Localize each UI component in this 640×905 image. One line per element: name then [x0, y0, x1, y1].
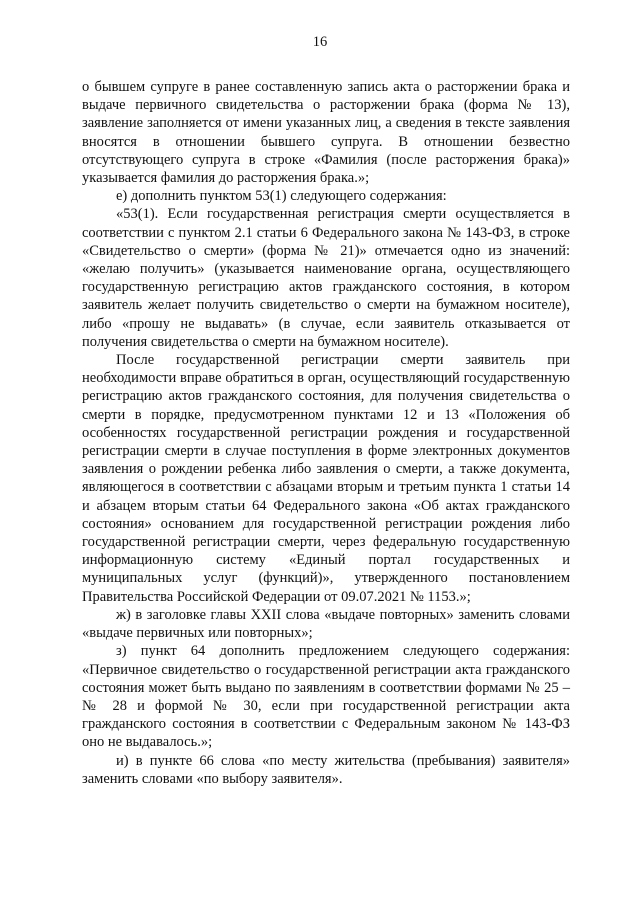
paragraph-item-z: з) пункт 64 дополнить предложением следующего содержания: «Первичное свидетельство о государственной регистрации акта гражданского состояния может быть выдано по заявлениям в соответствии формами № 25 – № 28 и формой № 30, если при государственной регистрации акта гражданского состояния в соответствии с Федеральным законом № 143-ФЗ оно не выдавалось.»; [82, 643, 570, 751]
document-body [82, 78, 570, 788]
paragraph-item-i: и) в пункте 66 слова «по месту жительства (пребывания) заявителя» заменить словами «по выбору заявителя». [82, 752, 570, 787]
page-number: 16 [312, 34, 328, 50]
paragraph-item-e: е) дополнить пунктом 53(1) следующего содержания: [116, 188, 447, 205]
paragraph-clause-53-1: «53(1). Если государственная регистрация смерти осуществляется в соответствии с пунктом 2.1 статьи 6 Федерального закона № 143-ФЗ, в строке «Свидетельство о смерти» (форма № 21)» отмечается одно из значений: «желаю получить» (указывается наименование органа, осуществляющего государственную регистрацию актов гражданского состояния, в котором заявитель желает получить свидетельство о смерти на бумажном носителе), либо «прошу не выдавать» (в случае, если заявитель отказывается от получения свидетельства о смерти на бумажном носителе). [82, 206, 570, 350]
paragraph-continuation: о бывшем супруге в ранее составленную запись акта о расторжении брака и выдаче первичного свидетельства о расторжении брака (форма № 13), заявление заполняется от имени указанных лиц, а сведения в тексте заявления вносятся в отношении бывшего супруга. В отношении безвестно отсутствующего супруга в строке «Фамилия (после расторжения брака)» указывается фамилия до расторжения брака.»; [82, 79, 570, 187]
paragraph-item-zh: ж) в заголовке главы XXII слова «выдаче повторных» заменить словами «выдаче первичных или повторных»; [82, 606, 570, 642]
paragraph-after-registration: После государственной регистрации смерти заявитель при необходимости вправе обратиться в орган, осуществляющий государственную регистрацию актов гражданского состояния, для получения свидетельства о смерти в порядке, предусмотренном пунктами 12 и 13 «Положения об особенностях государственной регистрации рождения и государственной регистрации смерти в случае поступления в форме электронных документов заявления о рождении ребенка либо заявления о смерти, а также документа, являющегося в соответствии с абзацами вторым и третьим пункта 1 статьи 14 и абзацем вторым статьи 64 Федерального закона «Об актах гражданского состояния» основанием для государственной регистрации рождения либо государственной регистрации смерти, через федеральную государственную информационную систему «Единый портал государственных и муниципальных услуг (функций)», утвержденного постановлением Правительства Российской Федерации от 09.07.2021 № 1153.»; [82, 352, 570, 605]
